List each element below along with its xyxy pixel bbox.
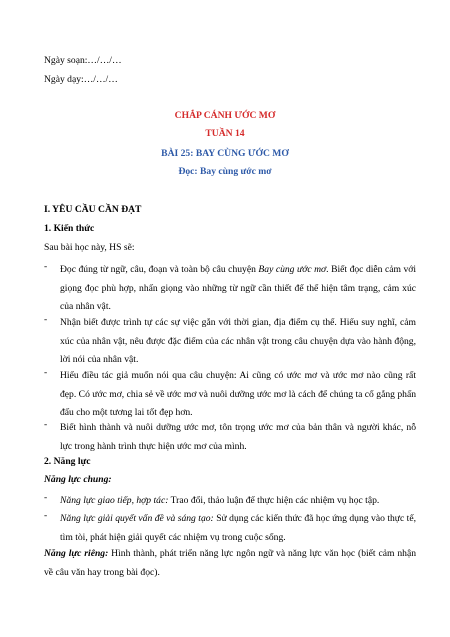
intro-text: Sau bài học này, HS sẽ:: [44, 242, 135, 253]
subheading-competence: 2. Năng lực: [44, 456, 91, 467]
week-title: TUẦN 14: [205, 128, 245, 139]
bullet-dash: -: [44, 367, 48, 378]
bullet-dash: -: [44, 314, 48, 325]
bullet-text: Năng lực giải quyết vấn đề và sáng tạo: Sử dụng các kiến thức đã học ứng dụng vào thực tế, tìm tòi, phát hiện giải quyết các nhiệm vụ trong cuộc sống.: [60, 513, 417, 543]
bullet-text: Đọc đúng từ ngữ, câu, đoạn và toàn bộ câu chuyện Bay cùng ước mơ. Biết đọc diễn cảm với giọng đọc phù hợp, nhấn giọng vào những từ ngữ cần thiết để thể hiện tâm trạng, cảm xúc của nhân vật.: [60, 264, 417, 312]
bullet-text: Nhận biết được trình tự các sự việc gắn với thời gian, địa điểm cụ thể. Hiểu suy nghĩ, cảm xúc của nhân vật, nêu được đặc điểm của các nhân vật trong câu chuyện dựa vào hành động, lời nói của nhân vật.: [60, 317, 416, 365]
reading-title: Đọc: Bay cùng ước mơ: [178, 166, 272, 177]
bullet-dash: -: [44, 261, 48, 272]
bullet-text: Hiểu điều tác giả muốn nói qua câu chuyện: Ai cũng có ước mơ và ước mơ nào cũng rất đẹp. Có ước mơ, chia sẻ về ước mơ và nuôi dưỡng ước mơ là cách để chúng ta cố gắng phấn đấu cho một tương lai tốt đẹp hơn.: [60, 370, 416, 418]
bullet-dash: -: [44, 419, 48, 430]
date-teach: Ngày dạy:…/…/…: [44, 74, 118, 85]
general-competence-label: Năng lực chung:: [44, 474, 112, 485]
special-competence: Năng lực riêng: Hình thành, phát triển năng lực ngôn ngữ và năng lực văn học (biết cảm nhận về câu văn hay trong bài đọc).: [44, 548, 416, 578]
lesson-title: BÀI 25: BAY CÙNG ƯỚC MƠ: [161, 148, 289, 159]
bullet-dash: -: [44, 510, 48, 521]
subheading-knowledge: 1. Kiến thức: [44, 223, 95, 234]
bullet-text: Biết hình thành và nuôi dưỡng ước mơ, tôn trọng ước mơ của bản thân và người khác, nỗ lực trong hành trình thực hiện ước mơ của mình.: [60, 422, 416, 452]
unit-title: CHẮP CÁNH ƯỚC MƠ: [174, 110, 276, 121]
bullet-dash: -: [44, 492, 48, 503]
date-prep: Ngày soạn:…/…/…: [44, 55, 122, 66]
bullet-text: Năng lực giao tiếp, hợp tác: Trao đổi, thảo luận để thực hiện các nhiệm vụ học tập.: [60, 495, 380, 506]
section-heading: I. YÊU CẦU CẦN ĐẠT: [44, 204, 142, 215]
